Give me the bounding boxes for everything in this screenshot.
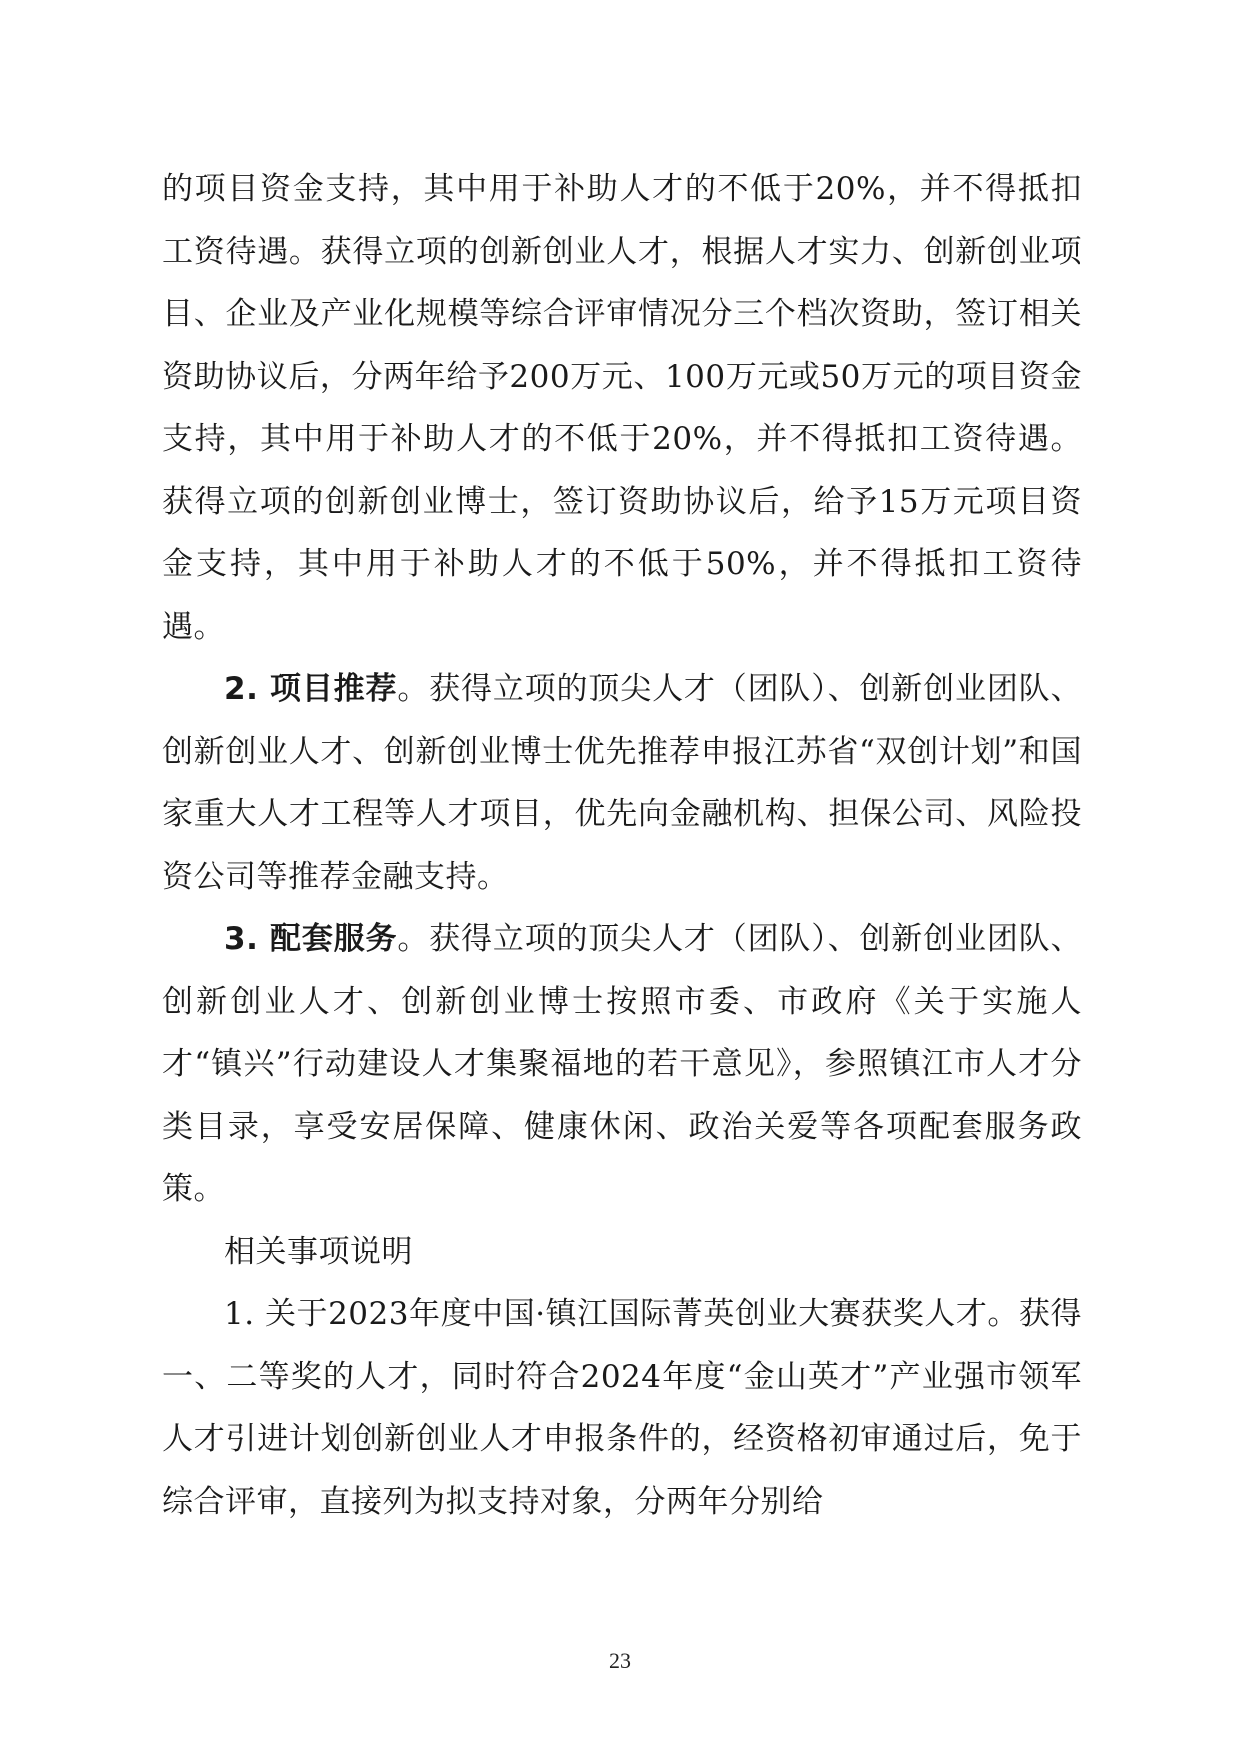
- page-number: 23: [609, 1648, 631, 1673]
- paragraph-lead: 2. 项目推荐: [224, 671, 398, 707]
- section-heading: 相关事项说明: [224, 1233, 413, 1270]
- paragraph-supporting-services: [162, 908, 1082, 1221]
- paragraph-continuation: [162, 158, 1082, 658]
- paragraph-project-recommendation: [162, 658, 1082, 908]
- paragraph-text: 。获得立项的顶尖人才（团队）、创新创业团队、创新创业人才、创新创业博士按照市委、市政府《关于实施人才“镇兴”行动建设人才集聚福地的若干意见》，参照镇江市人才分类目录，享受安居保障、健康休闲、政治关爱等各项配套服务政策。: [162, 921, 1082, 1207]
- paragraph-item-1: 1. 关于2023年度中国·镇江国际菁英创业大赛获奖人才。获得一、二等奖的人才，同时符合2024年度“金山英才”产业强市领军人才引进计划创新创业人才申报条件的，经资格初审通过后，免于综合评审，直接列为拟支持对象，分两年分别给: [162, 1296, 1082, 1520]
- paragraph-lead: 3. 配套服务: [224, 921, 398, 957]
- body-text: [162, 158, 1082, 1533]
- paragraph-text: 。获得立项的顶尖人才（团队）、创新创业团队、创新创业人才、创新创业博士优先推荐申报江苏省“双创计划”和国家重大人才工程等人才项目，优先向金融机构、担保公司、风险投资公司等推荐金融支持。: [162, 671, 1082, 895]
- paragraph-text: 的项目资金支持，其中用于补助人才的不低于20%，并不得抵扣工资待遇。获得立项的创新创业人才，根据人才实力、创新创业项目、企业及产业化规模等综合评审情况分三个档次资助，签订相关资助协议后，分两年给予200万元、100万元或50万元的项目资金支持，其中用于补助人才的不低于20%，并不得抵扣工资待遇。获得立项的创新创业博士，签订资助协议后，给予15万元项目资金支持，其中用于补助人才的不低于50%，并不得抵扣工资待遇。: [162, 171, 1082, 645]
